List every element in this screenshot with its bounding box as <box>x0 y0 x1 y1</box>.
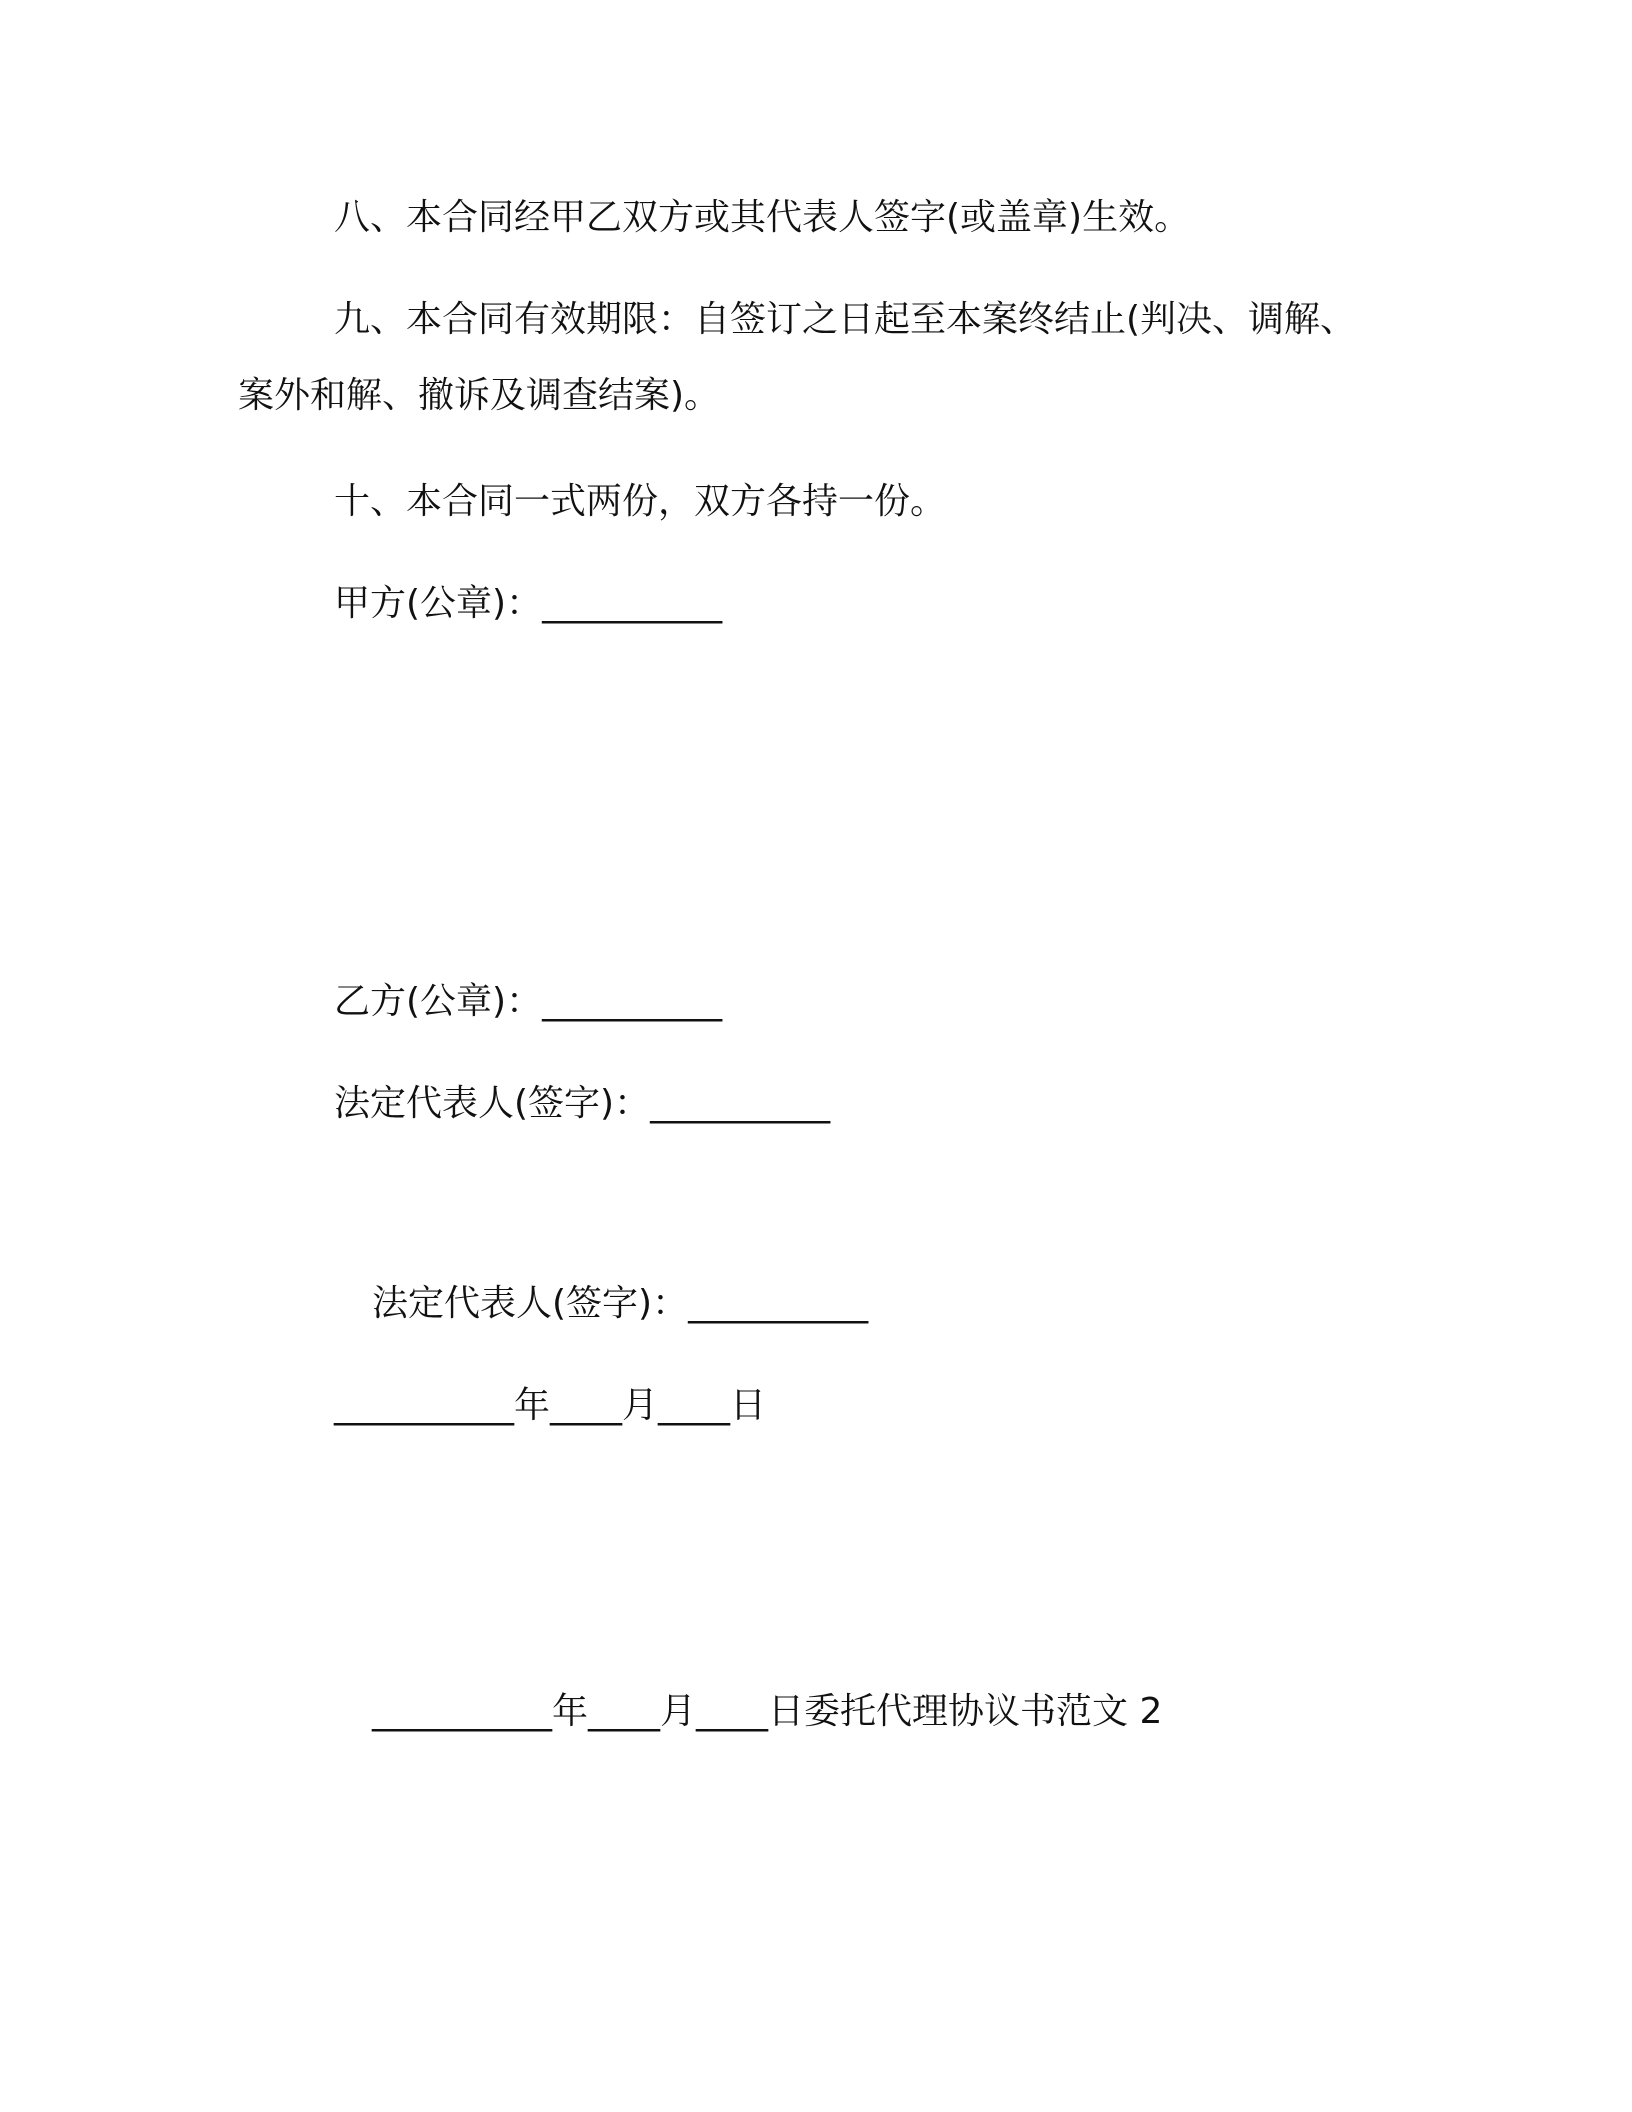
clause-9-text-line-2: 案外和解、撤诉及调查结案)。 <box>238 375 721 416</box>
clause-9-text-line-1: 九、本合同有效期限：自签订之日起至本案终结止(判决、调解、 <box>334 299 1357 340</box>
party-a-seal-line: 甲方(公章)：__________ <box>334 583 723 624</box>
legal-rep-signature-line: 法定代表人(签字)：__________ <box>334 1083 831 1124</box>
clause-8-text: 八、本合同经甲乙双方或其代表人签字(或盖章)生效。 <box>334 197 1191 238</box>
legal-rep-signature-line-2: 法定代表人(签字)：__________ <box>372 1283 869 1324</box>
next-document-title: __________年____月____日委托代理协议书范文 2 <box>372 1691 1163 1732</box>
clause-10-text: 十、本合同一式两份，双方各持一份。 <box>334 481 947 522</box>
date-line: __________年____月____日 <box>334 1385 766 1426</box>
party-b-seal-line: 乙方(公章)：__________ <box>334 981 723 1022</box>
